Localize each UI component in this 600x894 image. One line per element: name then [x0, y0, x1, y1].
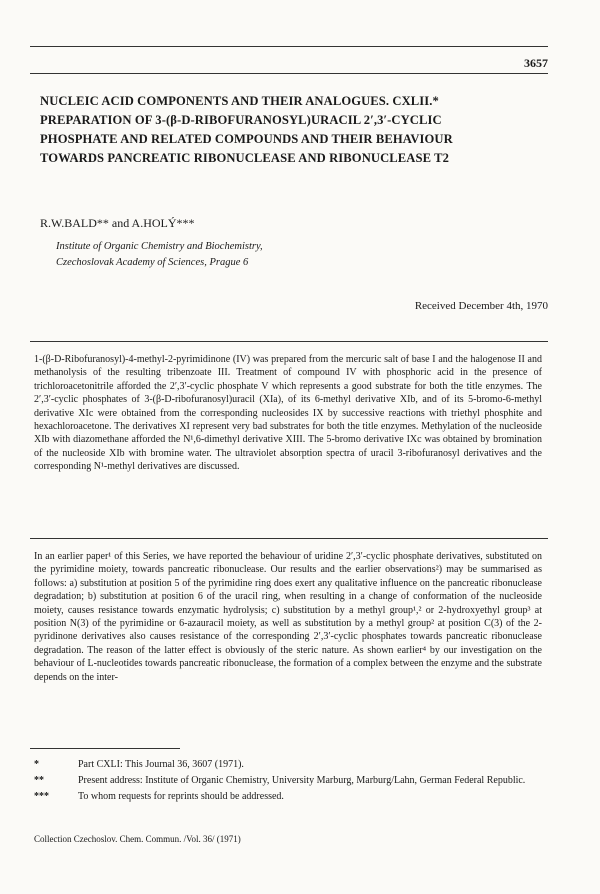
- abstract: 1-(β-D-Ribofuranosyl)-4-methyl-2-pyrimidinone (IV) was prepared from the mercuric salt of base I and the halogenose II and methanolysis of the resulting tribenzoate III. Treatment of compound IV with phosphoric acid in the presence of trichloroacetonitrile afforded the 2′,3′-cyclic phosphate V which represents a good substrate for both the title enzymes. The 2′,3′-cyclic phosphates of 3-(β-D-ribofuranosyl)uracil (XIa), of its 6-methyl derivative XIb, and of its 5-bromo-6-methyl derivative XIc were obtained from the corresponding nucleosides IX by successive reactions with triethyl phosphite and hexachloroacetone. The derivatives XI represent very bad substrates for both the title enzymes. Methylation of the nucleoside XIb with diazomethane afforded the N¹,6-dimethyl derivative XIII. The 5-bromo derivative IXc was obtained by bromination of the nucleoside XIb with bromine water. The ultraviolet absorption spectra of uracil 3-ribofuranosyl derivatives and the corresponding N¹-methyl derivatives are discussed.: [34, 354, 542, 473]
- title-line: NUCLEIC ACID COMPONENTS AND THEIR ANALOGUES. CXLII.*: [40, 94, 439, 108]
- header-rule: [30, 73, 548, 74]
- top-rule: [30, 46, 548, 47]
- footnote-text: Present address: Institute of Organic Chemistry, University Marburg, Marburg/Lahn, German Federal Republic.: [78, 775, 526, 786]
- article-title: [40, 92, 550, 168]
- body-paragraph: In an earlier paper¹ of this Series, we have reported the behaviour of uridine 2′,3′-cyclic phosphate derivatives, substituted on the pyrimidine moiety, towards pancreatic ribonuclease. Our results and the earlier observations²) may be summarised as follows: a) substitution at position 5 of the pyrimidine ring does exert any qualitative influence on the pancreatic ribonuclease degradation; b) substitution at position 6 of the uracil ring, when resulting in a change of conformation of the nucleoside moiety, causes resistance towards enzymatic hydrolysis; c) substitution by a methyl group¹,² or 2-hydroxyethyl group³ at position N(3) of the pyrimidine or 6-azauracil moiety, as well as substitution by a methyl group² at position C(3) of the 2-pyridinone derivatives also causes resistance of the corresponding 2′,3′-cyclic phosphates towards pancreatic ribonuclease degradation. The reason of the latter effect is obviously of the steric nature. As shown earlier⁴ by our investigation on the behaviour of L-nucleotides towards pancreatic ribonuclease, the formation of a complex between the enzyme and the substrate depends on the inter-: [34, 551, 542, 683]
- footnote-mark: **: [34, 775, 44, 786]
- journal-footer: Collection Czechoslov. Chem. Commun. /Vol. 36/ (1971): [34, 834, 241, 844]
- footnote-text: To whom requests for reprints should be addressed.: [78, 791, 284, 802]
- footnote-mark: *: [34, 759, 39, 770]
- title-line: PREPARATION OF 3-(β-D-RIBOFURANOSYL)URACIL 2′,3′-CYCLIC: [40, 113, 442, 127]
- footnote: [34, 774, 542, 787]
- authors: R.W.BALD** and A.HOLÝ***: [40, 216, 195, 230]
- received-date: Received December 4th, 1970: [414, 300, 548, 312]
- title-line: TOWARDS PANCREATIC RIBONUCLEASE AND RIBONUCLEASE T2: [40, 151, 449, 165]
- footnotes: [34, 758, 542, 806]
- footnote-mark: ***: [34, 791, 49, 802]
- footnote: [34, 758, 542, 771]
- affiliation-line: Institute of Organic Chemistry and Biochemistry,: [56, 241, 263, 252]
- page-number: 3657: [524, 56, 548, 70]
- footnote-text: Part CXLI: This Journal 36, 3607 (1971).: [78, 759, 244, 770]
- affiliation: [56, 239, 263, 271]
- footnote: [34, 790, 542, 803]
- title-line: PHOSPHATE AND RELATED COMPOUNDS AND THEIR BEHAVIOUR: [40, 132, 453, 146]
- abstract-bottom-rule: [30, 538, 548, 539]
- affiliation-line: Czechoslovak Academy of Sciences, Prague 6: [56, 257, 249, 268]
- abstract-top-rule: [30, 341, 548, 342]
- footnote-rule: [30, 748, 180, 749]
